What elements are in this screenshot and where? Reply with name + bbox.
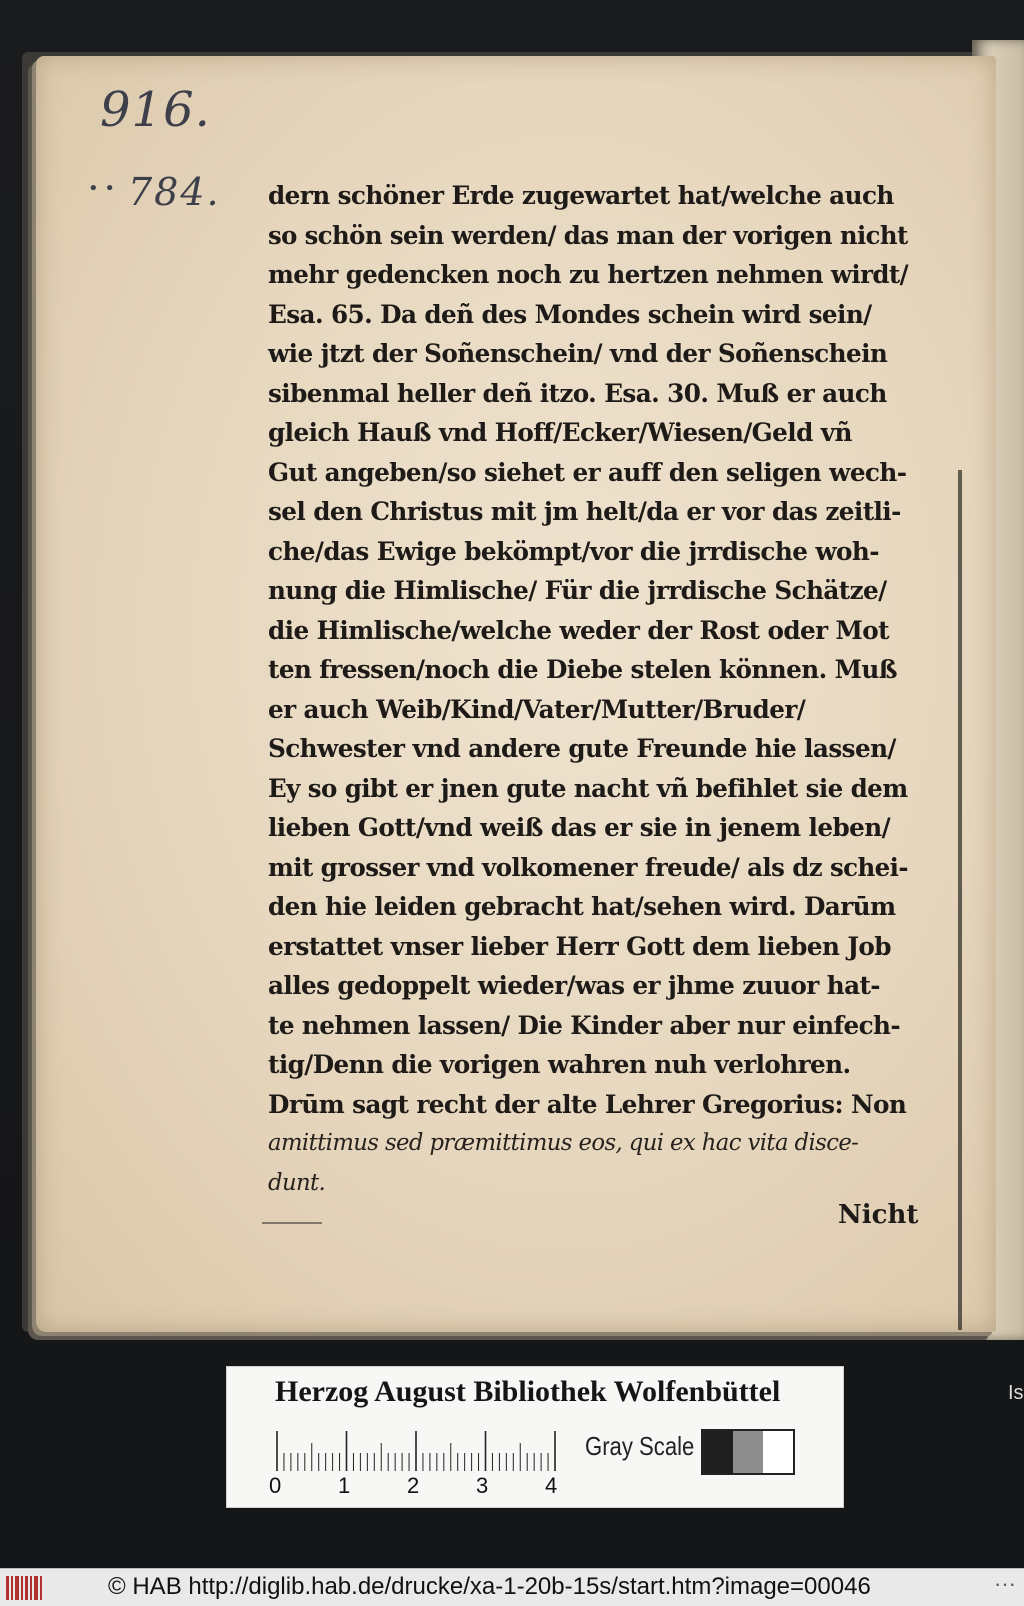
ruler-number: 2 bbox=[407, 1473, 420, 1498]
edge-mark: Is bbox=[1008, 1382, 1024, 1404]
gray-scale-swatches bbox=[701, 1429, 795, 1475]
text-line: Esa. 65. Da deñ des Mondes schein wird sein/ bbox=[268, 299, 872, 329]
library-label-card bbox=[226, 1366, 844, 1508]
text-line: Schwester vnd andere gute Freunde hie lassen/ bbox=[268, 734, 896, 763]
text-line: mehr gedencken noch zu hertzen nehmen wirdt/ bbox=[268, 260, 908, 289]
ruler-number: 0 bbox=[269, 1473, 282, 1498]
catchword: Nicht bbox=[838, 1200, 919, 1230]
text-line: dern schöner Erde zugewartet hat/welche auch bbox=[268, 181, 894, 210]
latin-text-line: amittimus sed præmittimus eos, qui ex hac vita disce- bbox=[268, 1130, 859, 1156]
text-line: die Himlische/welche weder der Rost oder Mot bbox=[268, 615, 890, 645]
status-bar bbox=[0, 1568, 1024, 1606]
text-line: sibenmal heller deñ itzo. Esa. 30. Muß er auch bbox=[268, 378, 887, 408]
text-line: Drūm sagt recht der alte Lehrer Gregorius: Non bbox=[268, 1089, 907, 1119]
ruler-labels bbox=[267, 1473, 567, 1501]
more-menu-icon[interactable]: ··· bbox=[994, 1571, 1016, 1596]
text-line: Ey so gibt er jnen gute nacht vñ befihlet sie dem bbox=[268, 773, 908, 803]
text-line: mit grosser vnd volkomener freude/ als dz schei- bbox=[268, 852, 908, 882]
ruler-number: 1 bbox=[338, 1473, 351, 1498]
text-line: che/das Ewige bekömpt/vor die jrrdische woh- bbox=[268, 536, 879, 566]
handwritten-page-number: 784. bbox=[128, 170, 221, 214]
handwritten-dots: • • bbox=[88, 178, 115, 199]
text-line: lieben Gott/vnd weiß das er sie in jenem leben/ bbox=[268, 813, 891, 842]
text-line: Gut angeben/so siehet er auff den seligen wech- bbox=[268, 457, 907, 487]
latin-text-line: dunt. bbox=[268, 1169, 326, 1196]
ruler-number: 4 bbox=[545, 1473, 558, 1498]
gray-swatch bbox=[703, 1431, 733, 1473]
copyright-url-text[interactable]: © HAB http://diglib.hab.de/drucke/xa-1-20b-15s/start.htm?image=00046 bbox=[108, 1573, 871, 1600]
text-line: tig/Denn die vorigen wahren nuh verlohren. bbox=[268, 1050, 851, 1079]
text-line: alles gedoppelt wieder/was er jhme zuuor hat- bbox=[268, 971, 880, 1000]
text-line: er auch Weib/Kind/Vater/Mutter/Bruder/ bbox=[268, 694, 806, 724]
gutter-shadow bbox=[958, 470, 962, 1330]
gray-swatch bbox=[763, 1431, 793, 1473]
handwritten-shelf-number: 916. bbox=[100, 82, 211, 138]
gray-scale-label: Gray Scale bbox=[585, 1431, 695, 1461]
ruler-scale bbox=[275, 1429, 560, 1471]
barcode-icon bbox=[6, 1576, 46, 1600]
text-line: sel den Christus mit jm helt/da er vor das zeitli- bbox=[268, 497, 901, 526]
text-line: ten fressen/noch die Diebe stelen können. Muß bbox=[268, 655, 897, 684]
text-line: wie jtzt der Soñenschein/ vnd der Soñenschein bbox=[268, 339, 888, 368]
text-line: so schön sein werden/ das man der vorigen nicht bbox=[268, 220, 908, 250]
text-line: den hie leiden gebracht hat/sehen wird. Darūm bbox=[268, 892, 896, 921]
text-line: nung die Himlische/ Für die jrrdische Schätze/ bbox=[268, 576, 887, 605]
text-line: gleich Hauß vnd Hoff/Ecker/Wiesen/Geld vñ bbox=[268, 418, 852, 447]
library-name: Herzog August Bibliothek Wolfenbüttel bbox=[275, 1375, 781, 1408]
underline-mark bbox=[262, 1222, 322, 1224]
gray-swatch bbox=[733, 1431, 763, 1473]
text-line: te nehmen lassen/ Die Kinder aber nur einfech- bbox=[268, 1010, 901, 1040]
text-line: erstattet vnser lieber Herr Gott dem lieben Job bbox=[268, 931, 891, 961]
printed-text-block bbox=[268, 176, 916, 1203]
ruler-number: 3 bbox=[476, 1473, 489, 1498]
